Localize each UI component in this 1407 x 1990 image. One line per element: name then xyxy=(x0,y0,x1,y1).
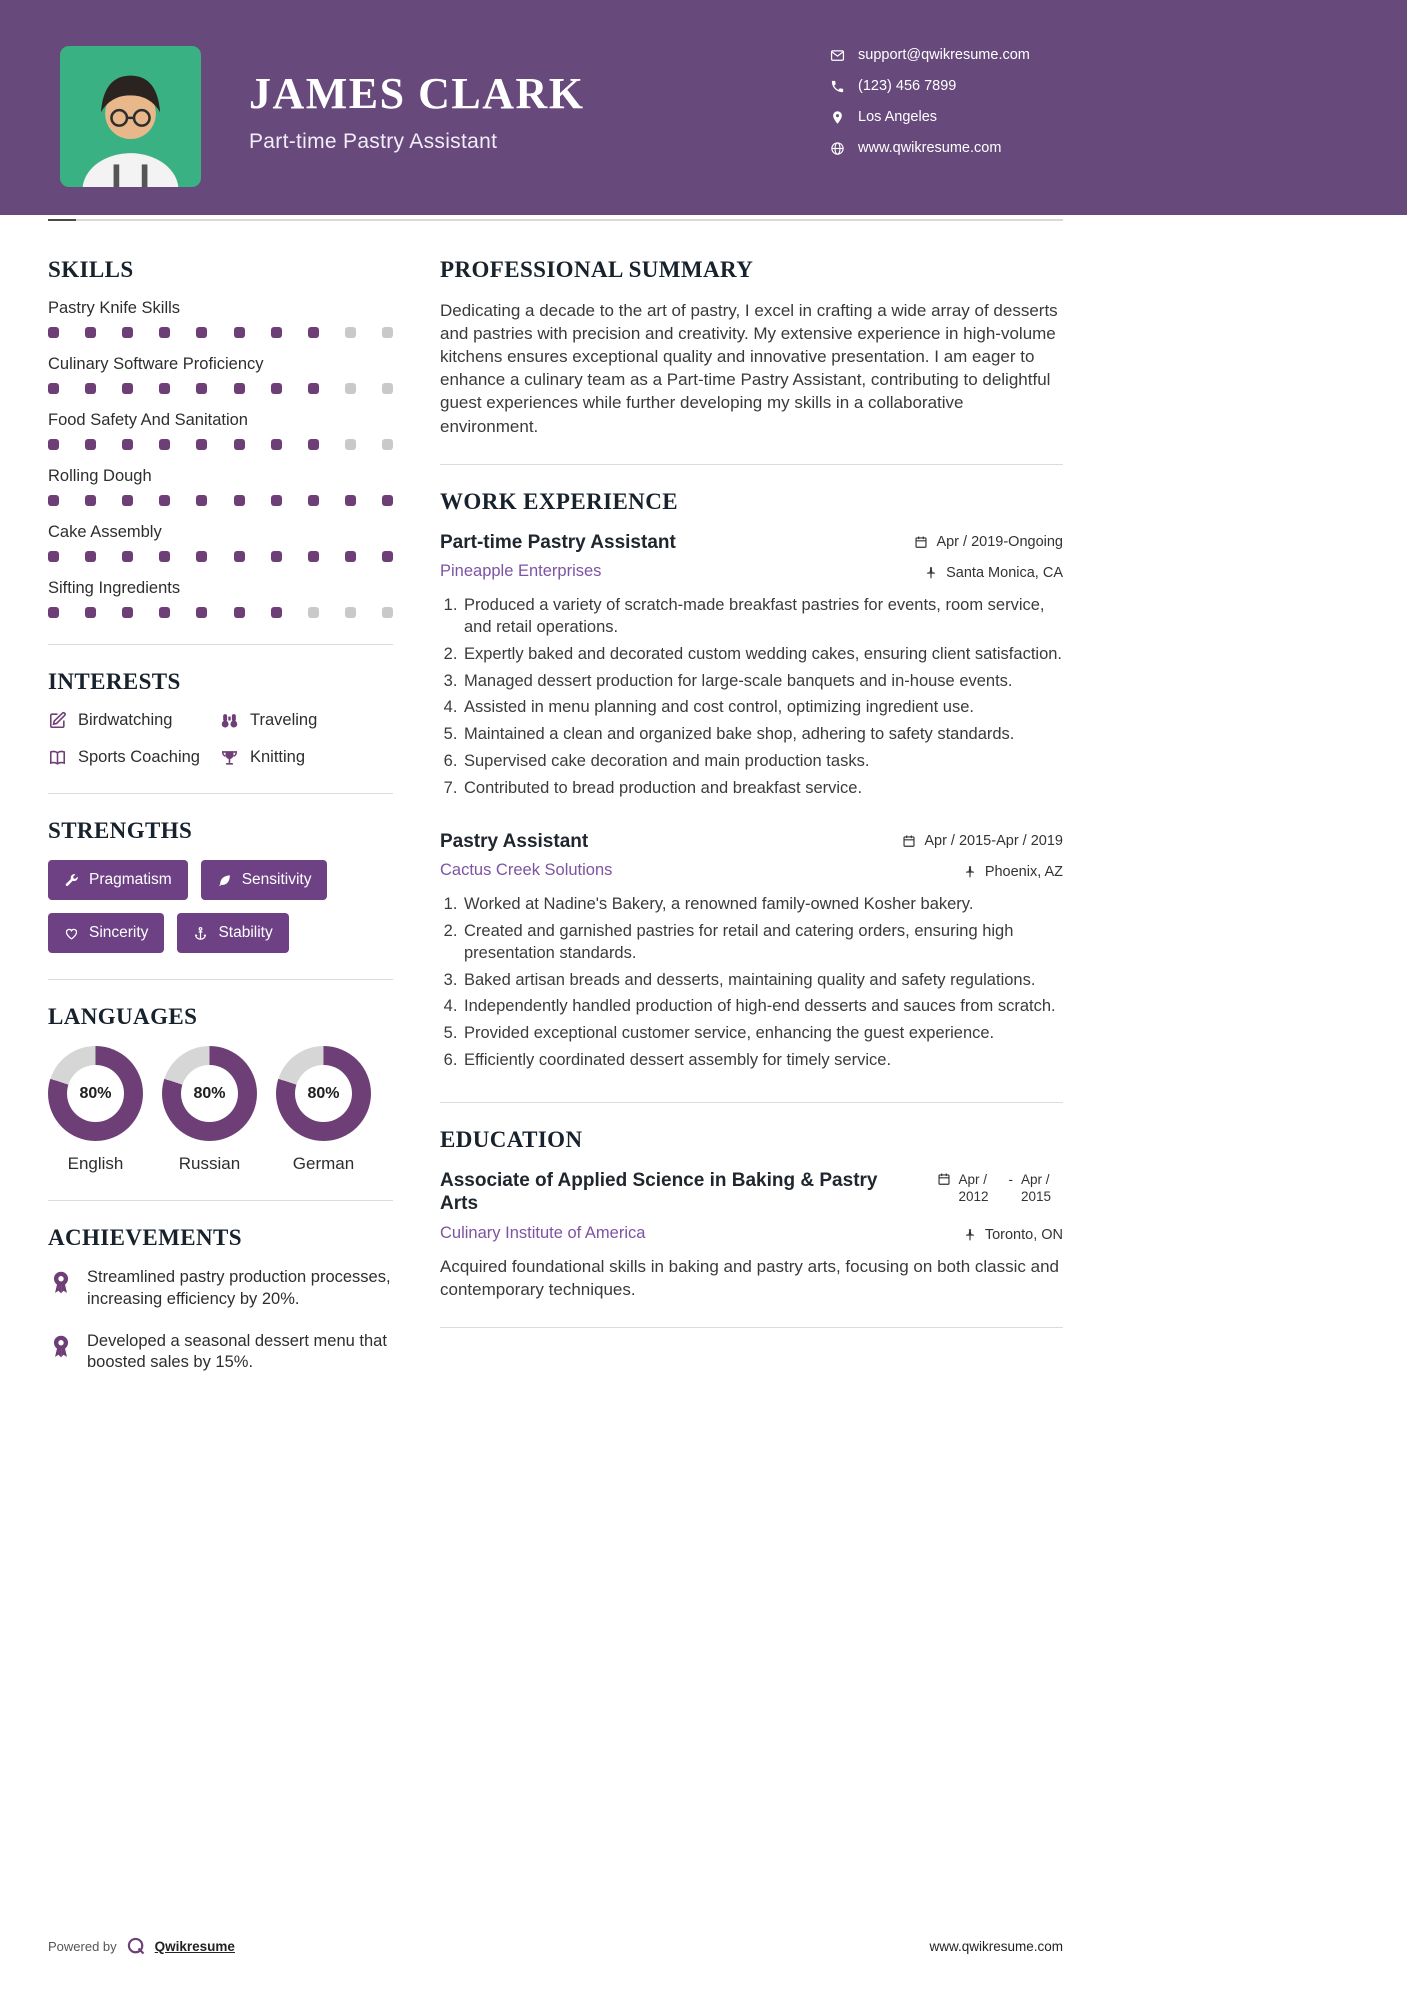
strength-chip xyxy=(201,860,328,900)
interest-item xyxy=(48,748,220,767)
language-item xyxy=(162,1046,257,1174)
anchor-icon xyxy=(193,926,208,941)
skill-item xyxy=(48,467,393,506)
contact-email-text: support@qwikresume.com xyxy=(858,47,1030,63)
skill-dot xyxy=(159,383,170,394)
skill-label: Culinary Software Proficiency xyxy=(48,355,264,373)
job-dates xyxy=(914,534,1063,550)
contact-website-text: www.qwikresume.com xyxy=(858,140,1002,156)
pushpin-icon xyxy=(963,865,977,879)
job-bullet: 4. Assisted in menu planning and cost control, optimizing ingredient use. xyxy=(462,697,1063,719)
skill-dot xyxy=(48,327,59,338)
skill-dot xyxy=(345,607,356,618)
strength-label: Stability xyxy=(218,924,273,941)
skill-rating xyxy=(48,551,393,562)
header xyxy=(0,0,1407,215)
education-heading: EDUCATION xyxy=(440,1126,583,1152)
calendar-icon xyxy=(914,535,928,549)
job-bullets xyxy=(440,894,1063,1071)
job-dates xyxy=(902,833,1063,849)
company-name: Pineapple Enterprises xyxy=(440,562,602,581)
skill-dot xyxy=(382,495,393,506)
job-entry xyxy=(440,531,1063,800)
interests-section xyxy=(48,669,393,767)
skill-dot xyxy=(382,551,393,562)
skill-dot xyxy=(271,495,282,506)
job-title: Part-time Pastry Assistant xyxy=(440,531,676,553)
strength-chip xyxy=(48,913,164,953)
skill-label: Rolling Dough xyxy=(48,467,152,485)
skill-dot xyxy=(382,327,393,338)
skill-dot xyxy=(234,383,245,394)
strengths-section xyxy=(48,818,393,953)
job-location xyxy=(963,864,1063,880)
skill-dot xyxy=(234,439,245,450)
job-head xyxy=(440,830,1063,854)
education-sub xyxy=(440,1224,1063,1243)
qwikresume-logo-icon xyxy=(126,1936,146,1956)
calendar-icon xyxy=(937,1172,951,1186)
interest-item xyxy=(220,711,393,730)
job-title: Pastry Assistant xyxy=(440,830,589,852)
person-name: JAMES CLARK xyxy=(249,69,585,118)
skill-dot xyxy=(271,327,282,338)
experience-section xyxy=(440,489,1063,1072)
skill-label: Food Safety And Sanitation xyxy=(48,411,248,429)
job-sub xyxy=(440,562,1063,581)
job-date-text: Apr / 2019-Ongoing xyxy=(936,533,1063,550)
skill-dot xyxy=(196,439,207,450)
skill-dot xyxy=(85,439,96,450)
pen-icon xyxy=(48,711,67,730)
section-divider xyxy=(48,979,393,980)
powered-by-text: Powered by xyxy=(48,1938,117,1954)
skill-dot xyxy=(85,327,96,338)
job-sub xyxy=(440,861,1063,880)
achievements-heading: ACHIEVEMENTS xyxy=(48,1225,242,1250)
education-head xyxy=(440,1169,1063,1217)
globe-icon xyxy=(830,141,845,156)
skill-dot xyxy=(122,327,133,338)
languages-section xyxy=(48,1004,393,1174)
company-name: Cactus Creek Solutions xyxy=(440,861,613,880)
skill-dot xyxy=(48,439,59,450)
job-entry xyxy=(440,830,1063,1072)
skill-dot xyxy=(159,439,170,450)
skill-dot xyxy=(271,607,282,618)
skill-dot xyxy=(308,551,319,562)
skill-dot xyxy=(308,327,319,338)
skill-dot xyxy=(196,327,207,338)
person-job-title: Part-time Pastry Assistant xyxy=(249,130,498,153)
leaf-icon xyxy=(217,873,232,888)
job-bullet: 7. Contributed to bread production and breakfast service. xyxy=(462,778,1063,800)
main-column xyxy=(440,257,1063,1394)
skill-rating xyxy=(48,607,393,618)
achievement-item xyxy=(48,1331,393,1375)
skill-dot xyxy=(271,383,282,394)
skill-dot xyxy=(159,607,170,618)
contact-location xyxy=(830,109,1030,125)
phone-icon xyxy=(830,79,845,94)
strengths-list xyxy=(48,860,393,953)
interest-item xyxy=(48,711,220,730)
language-donut-chart xyxy=(162,1046,257,1141)
education-location-text: Toronto, ON xyxy=(984,1227,1063,1244)
job-bullet: 5. Maintained a clean and organized bake shop, adhering to safety standards. xyxy=(462,724,1063,746)
strength-chip xyxy=(48,860,188,900)
skill-item xyxy=(48,523,393,562)
skill-dot xyxy=(159,327,170,338)
skill-dot xyxy=(234,495,245,506)
strength-label: Sincerity xyxy=(89,924,149,941)
footer-site-url: www.qwikresume.com xyxy=(929,1938,1063,1954)
language-label: German xyxy=(292,1154,355,1173)
skill-dot xyxy=(234,607,245,618)
skill-dot xyxy=(159,495,170,506)
section-divider xyxy=(440,1102,1063,1103)
skill-dot xyxy=(345,383,356,394)
section-divider xyxy=(48,1200,393,1201)
skill-dot xyxy=(196,495,207,506)
education-location xyxy=(963,1227,1063,1243)
interest-label: Knitting xyxy=(250,748,306,766)
summary-text: Dedicating a decade to the art of pastry, I excel in crafting a wide array of desserts and pastries with precision and creativity. My extensive experience in high-volume kitchens ensures exceptional quality and innovative presentation. I am eager to enhance a culinary team as a Part-time Pastry Assistant, contributing to delightful guest experiences while further developing my skills in a collaborative environment. xyxy=(440,301,1058,436)
job-location xyxy=(924,565,1063,581)
job-bullet: 5. Provided exceptional customer service, enhancing the guest experience. xyxy=(462,1023,1063,1045)
languages-heading: LANGUAGES xyxy=(48,1004,198,1029)
achievement-item xyxy=(48,1267,393,1311)
job-bullet: 3. Managed dessert production for large-scale banquets and in-house events. xyxy=(462,671,1063,693)
interest-label: Birdwatching xyxy=(78,711,173,729)
language-donut-chart xyxy=(276,1046,371,1141)
job-date-text: Apr / 2015-Apr / 2019 xyxy=(924,832,1063,849)
job-head xyxy=(440,531,1063,555)
language-percent: 80% xyxy=(67,1065,124,1122)
interest-label: Traveling xyxy=(250,711,318,729)
skill-rating xyxy=(48,495,393,506)
calendar-icon xyxy=(902,834,916,848)
skill-rating xyxy=(48,439,393,450)
interests-heading: INTERESTS xyxy=(48,669,181,694)
interests-grid xyxy=(48,711,393,767)
education-date-dash: - xyxy=(1008,1171,1013,1187)
education-date-end: Apr / 2015 xyxy=(1021,1171,1052,1204)
skill-dot xyxy=(159,551,170,562)
achievement-text: Developed a seasonal dessert menu that boosted sales by 15%. xyxy=(87,1331,387,1372)
institution-name: Culinary Institute of America xyxy=(440,1224,646,1243)
skill-label: Pastry Knife Skills xyxy=(48,299,181,317)
contact-email[interactable] xyxy=(830,47,1030,63)
skill-dot xyxy=(345,551,356,562)
strength-chip xyxy=(177,913,288,953)
skills-section xyxy=(48,257,393,618)
summary-heading: PROFESSIONAL SUMMARY xyxy=(440,257,754,282)
skill-dot xyxy=(122,495,133,506)
skill-label: Cake Assembly xyxy=(48,523,162,541)
skill-dot xyxy=(345,439,356,450)
skill-dot xyxy=(122,383,133,394)
qwikresume-link[interactable]: Qwikresume xyxy=(154,1938,235,1954)
skill-dot xyxy=(345,327,356,338)
skill-dot xyxy=(234,551,245,562)
job-bullet: 6. Supervised cake decoration and main production tasks. xyxy=(462,751,1063,773)
language-donut-chart xyxy=(48,1046,143,1141)
job-bullet: 3. Baked artisan breads and desserts, maintaining quality and safety regulations. xyxy=(462,970,1063,992)
skill-dot xyxy=(271,551,282,562)
strength-label: Sensitivity xyxy=(241,871,312,888)
section-divider xyxy=(48,793,393,794)
skill-dot xyxy=(122,439,133,450)
skills-heading: SKILLS xyxy=(48,257,134,282)
pushpin-icon xyxy=(924,566,938,580)
identity-block xyxy=(249,46,585,154)
summary-section xyxy=(440,257,1063,438)
language-percent: 80% xyxy=(181,1065,238,1122)
award-icon xyxy=(48,1269,74,1295)
job-bullet: 6. Efficiently coordinated dessert assembly for timely service. xyxy=(462,1050,1063,1072)
skill-dot xyxy=(48,551,59,562)
skill-dot xyxy=(234,327,245,338)
skill-item xyxy=(48,411,393,450)
sidebar-column xyxy=(48,257,393,1394)
skill-dot xyxy=(122,607,133,618)
skill-dot xyxy=(382,383,393,394)
skill-dot xyxy=(85,383,96,394)
skill-label: Sifting Ingredients xyxy=(48,579,181,597)
skill-item xyxy=(48,579,393,618)
content xyxy=(0,221,1407,1394)
award-icon xyxy=(48,1333,74,1359)
skill-dot xyxy=(122,551,133,562)
contact-phone xyxy=(830,78,1030,94)
section-divider xyxy=(48,644,393,645)
job-bullet: 1. Worked at Nadine's Bakery, a renowned family-owned Kosher bakery. xyxy=(462,894,1063,916)
email-icon xyxy=(830,48,845,63)
skill-dot xyxy=(196,607,207,618)
skill-dot xyxy=(48,607,59,618)
skill-dot xyxy=(48,383,59,394)
profile-photo xyxy=(60,46,201,187)
section-divider xyxy=(440,1327,1063,1328)
skill-rating xyxy=(48,383,393,394)
education-dates xyxy=(937,1172,1064,1206)
skill-dot xyxy=(308,383,319,394)
skill-dot xyxy=(308,439,319,450)
languages-list xyxy=(48,1046,393,1174)
skill-dot xyxy=(271,439,282,450)
degree-title: Associate of Applied Science in Baking & Pastry Arts xyxy=(440,1169,878,1215)
skill-rating xyxy=(48,327,393,338)
job-bullet: 2. Expertly baked and decorated custom wedding cakes, ensuring client satisfaction. xyxy=(462,644,1063,666)
language-percent: 80% xyxy=(295,1065,352,1122)
language-item xyxy=(48,1046,143,1174)
powered-by xyxy=(48,1936,235,1956)
header-divider xyxy=(48,219,1063,221)
skill-dot xyxy=(308,607,319,618)
skill-item xyxy=(48,299,393,338)
skill-dot xyxy=(345,495,356,506)
language-label: English xyxy=(67,1154,124,1173)
education-section xyxy=(440,1127,1063,1302)
contact-location-text: Los Angeles xyxy=(858,109,938,125)
education-date-start: Apr / 2012 xyxy=(958,1171,989,1204)
job-bullet: 2. Created and garnished pastries for retail and catering orders, ensuring high presentation standards. xyxy=(462,921,1063,965)
skill-dot xyxy=(85,551,96,562)
location-icon xyxy=(830,110,845,125)
language-label: Russian xyxy=(178,1154,241,1173)
skill-item xyxy=(48,355,393,394)
interest-item xyxy=(220,748,393,767)
heart-icon xyxy=(64,926,79,941)
binoculars-icon xyxy=(220,711,239,730)
strength-label: Pragmatism xyxy=(89,871,172,888)
skill-dot xyxy=(382,439,393,450)
job-location-text: Phoenix, AZ xyxy=(984,864,1063,881)
experience-heading: WORK EXPERIENCE xyxy=(440,488,678,514)
skill-dot xyxy=(85,495,96,506)
job-bullet: 1. Produced a variety of scratch-made breakfast pastries for events, room service, and retail operations. xyxy=(462,595,1063,639)
job-bullet: 4. Independently handled production of high-end desserts and sauces from scratch. xyxy=(462,996,1063,1018)
achievement-text: Streamlined pastry production processes, increasing efficiency by 20%. xyxy=(87,1268,391,1308)
skill-dot xyxy=(48,495,59,506)
education-text: Acquired foundational skills in baking and pastry arts, focusing on both classic and contemporary techniques. xyxy=(440,1257,1059,1300)
job-bullets xyxy=(440,595,1063,799)
job-location-text: Santa Monica, CA xyxy=(946,565,1063,582)
skill-dot xyxy=(308,495,319,506)
achievements-section xyxy=(48,1225,393,1374)
contact-phone-text: (123) 456 7899 xyxy=(858,78,957,94)
skill-dot xyxy=(196,551,207,562)
book-icon xyxy=(48,748,67,767)
language-item xyxy=(276,1046,371,1174)
skill-dot xyxy=(382,607,393,618)
pushpin-icon xyxy=(963,1228,977,1242)
section-divider xyxy=(440,464,1063,465)
trophy-icon xyxy=(220,748,239,767)
strengths-heading: STRENGTHS xyxy=(48,818,193,843)
skill-dot xyxy=(85,607,96,618)
wrench-icon xyxy=(64,873,79,888)
contact-list xyxy=(830,47,1030,156)
interest-label: Sports Coaching xyxy=(78,748,200,766)
contact-website[interactable] xyxy=(830,140,1030,156)
skill-dot xyxy=(196,383,207,394)
footer xyxy=(48,1936,1063,1956)
